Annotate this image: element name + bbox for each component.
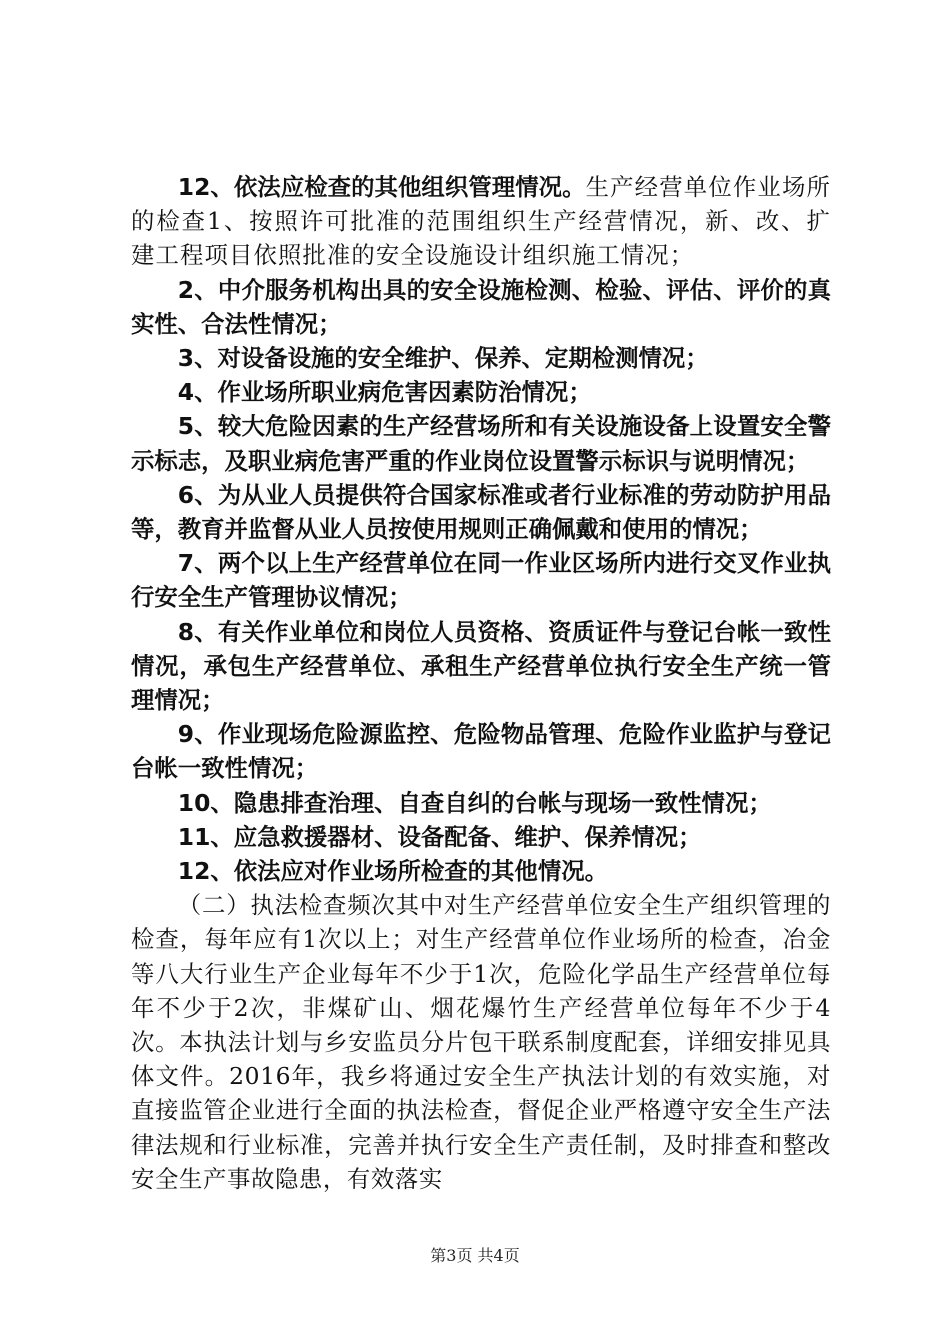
paragraph-3: 3、对设备设施的安全维护、保养、定期检测情况； [177,344,709,373]
paragraph-12: 12、依法应对作业场所检查的其他情况。 [177,857,608,886]
paragraph-13 [131,888,831,1196]
paragraph-7: 7、两个以上生产经营单位在同一作业区场所内进行交叉作业执行安全生产管理协议情况； [131,549,831,612]
paragraph-5: 5、较大危险因素的生产经营场所和有关设施设备上设置安全警示标志，及职业病危害严重的作业岗位设置警示标识与说明情况； [131,412,831,475]
paragraph-10: 10、隐患排查治理、自查自纠的台帐与现场一致性情况； [177,788,772,817]
paragraph-1-body: 生产经营单位作业场所的检查1、按照许可批准的范围组织生产经营情况，新、改、扩建工程项目依照批准的安全设施设计组织施工情况； [131,173,831,270]
paragraph-9: 9、作业现场危险源监控、危险物品管理、危险作业监护与登记台帐一致性情况； [131,720,831,783]
paragraph-13-body: 本执法计划与乡安监员分片包干联系制度配套，详细安排见具体文件。2016年，我乡将通过安全生产执法计划的有效实施，对直接监管企业进行全面的执法检查，督促企业严格遵守安全生产法律法规和行业标准，完善并执行安全生产责任制，及时排查和整改安全生产事故隐患，有效落实 [131,1028,832,1193]
paragraph-6: 6、为从业人员提供符合国家标准或者行业标准的劳动防护用品等，教育并监督从业人员按使用规则正确佩戴和使用的情况； [131,480,831,544]
paragraph-4: 4、作业场所职业病危害因素防治情况； [177,378,592,407]
paragraph-1 [131,170,831,273]
document-body [131,170,831,1196]
page-number-footer: 第3页 共4页 [430,1246,520,1265]
paragraph-2: 2、中介服务机构出具的安全设施检测、检验、评估、评价的真实性、合法性情况； [131,275,831,338]
paragraph-11: 11、应急救援器材、设备配备、维护、保养情况； [177,822,702,851]
paragraph-8: 8、有关作业单位和岗位人员资格、资质证件与登记台帐一致性情况，承包生产经营单位、承租生产经营单位执行安全生产统一管理情况； [131,617,831,715]
paragraph-13-lead: （二）执法检查频次其中对生产经营单位安全生产组织管理的检查，每年应有1次以上；对生产经营单位作业场所的检查，冶金等八大行业生产企业每年不少于1次，危险化学品生产经营单位每年不少于2次，非煤矿山、烟花爆竹生产经营单位每年不少于4次。 [131,891,831,1057]
paragraph-1-lead: 12、依法应检查的其他组织管理情况。 [177,173,586,201]
